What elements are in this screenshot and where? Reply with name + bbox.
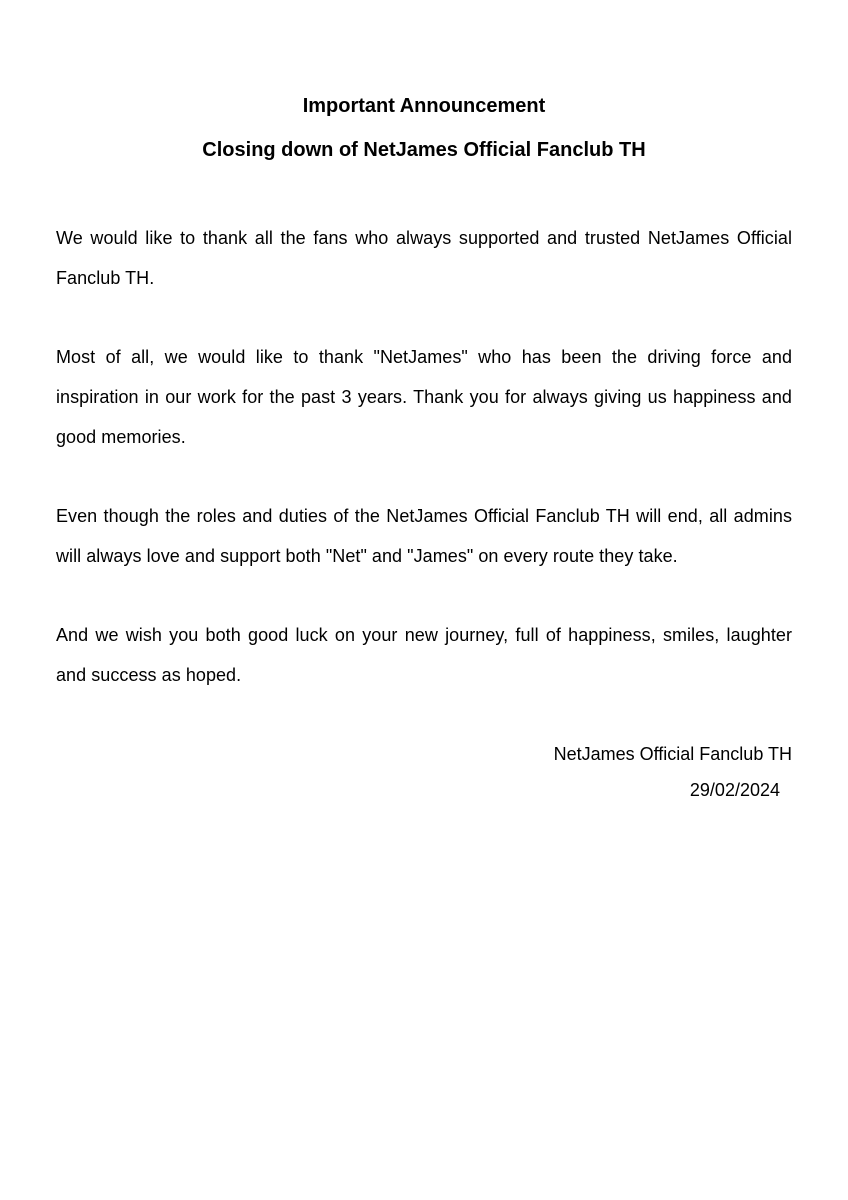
signature-name: NetJames Official Fanclub TH <box>553 744 792 764</box>
signature-block <box>56 734 792 810</box>
page-title: Important Announcement <box>302 95 546 117</box>
paragraph-good-luck: And we wish you both good luck on your new journey, full of happiness, smiles, laughter and success as hoped. <box>56 625 792 685</box>
signature-date: 29/02/2024 <box>689 780 780 800</box>
announcement-body <box>56 218 792 695</box>
paragraph-thanks-netjames: Most of all, we would like to thank "NetJames" who has been the driving force and inspiration in our work for the past 3 years. Thank you for always giving us happiness and good memories. <box>56 347 792 447</box>
page-subtitle: Closing down of NetJames Official Fanclub TH <box>202 139 646 161</box>
paragraph-thanks-fans: We would like to thank all the fans who always supported and trusted NetJames Official Fanclub TH. <box>56 228 792 288</box>
paragraph-roles-end: Even though the roles and duties of the NetJames Official Fanclub TH will end, all admins will always love and support both "Net" and "James" on every route they take. <box>56 506 792 566</box>
